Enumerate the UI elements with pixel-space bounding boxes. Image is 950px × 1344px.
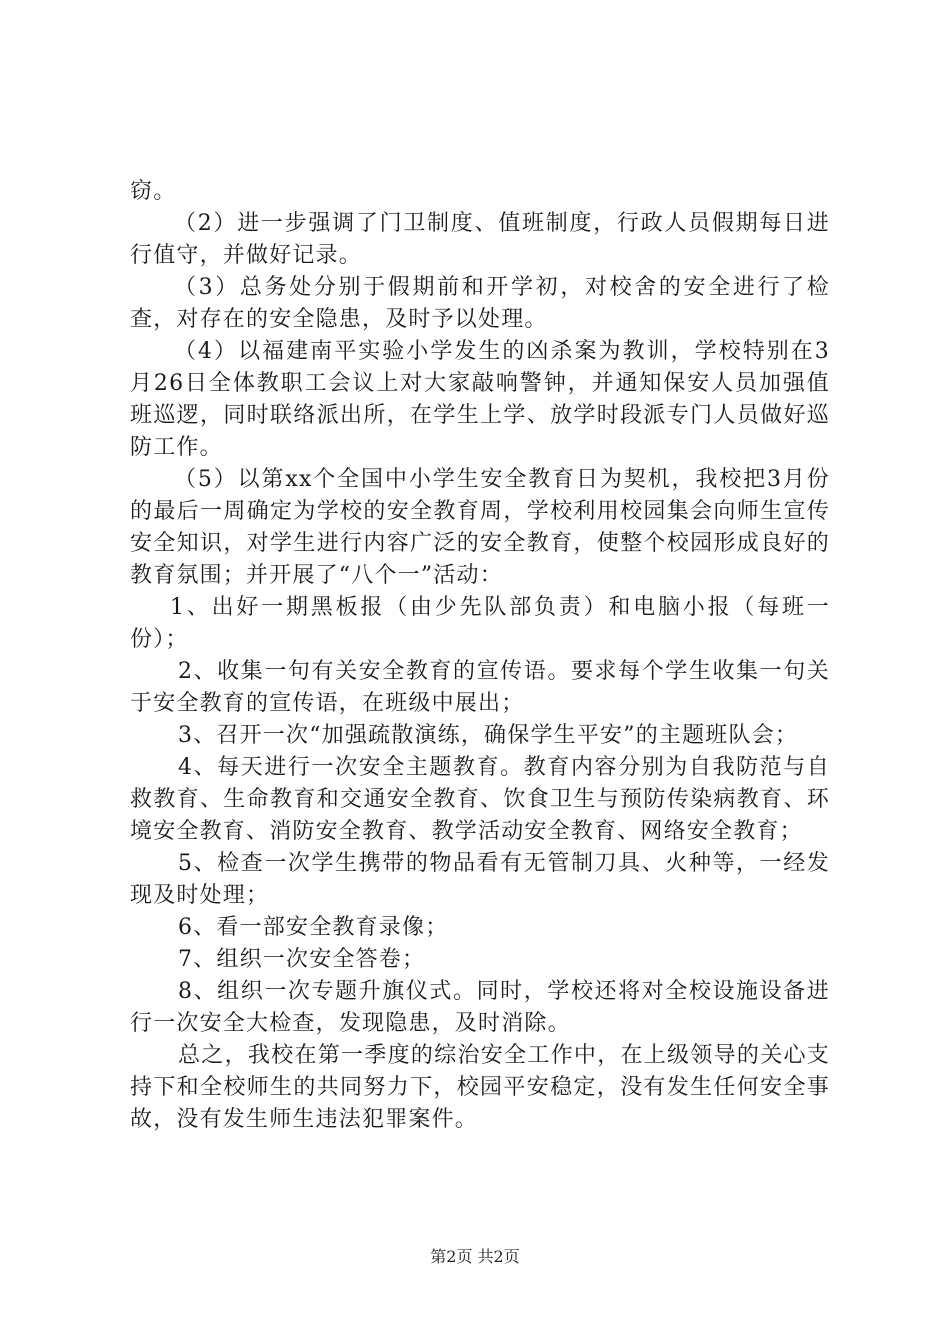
paragraph-summary: 总之，我校在第一季度的综治安全工作中，在上级领导的关心支持下和全校师生的共同努力下，校园平安稳定，没有发生任何安全事故，没有发生师生违法犯罪案件。 [130,1043,830,1132]
list-item-5: 5、检查一次学生携带的物品看有无管制刀具、火种等，一经发现及时处理； [130,851,830,908]
paragraph-continuation: 窃。 [130,179,177,204]
paragraph-item-5: （5）以第xx个全国中小学生安全教育日为契机，我校把3月份的最后一周确定为学校的安全教育周，学校利用校园集会向师生宣传安全知识，对学生进行内容广泛的安全教育，使整个校园形成良好的教育氛围；并开展了“八个一”活动： [130,467,830,588]
list-item-8: 8、组织一次专题升旗仪式。同时，学校还将对全校设施设备进行一次安全大检查，发现隐患，及时消除。 [130,979,830,1036]
list-item-3: 3、召开一次“加强疏散演练，确保学生平安”的主题班队会； [178,723,799,748]
list-item-6: 6、看一部安全教育录像； [178,915,449,940]
list-item-2: 2、收集一句有关安全教育的宣传语。要求每个学生收集一句关于安全教育的宣传语，在班级中展出； [130,659,830,716]
list-item-7: 7、组织一次安全答卷； [178,947,426,972]
page-footer: 第2页 共2页 [430,1247,520,1266]
document-body [130,176,830,1136]
list-item-1: 1、出好一期黑板报（由少先队部负责）和电脑小报（每班一份）； [130,595,830,652]
paragraph-item-2: （2）进一步强调了门卫制度、值班制度，行政人员假期每日进行值守，并做好记录。 [130,211,830,268]
paragraph-item-3: （3）总务处分别于假期前和开学初，对校舍的安全进行了检查，对存在的安全隐患，及时予以处理。 [130,275,830,332]
paragraph-item-4: （4）以福建南平实验小学发生的凶杀案为教训，学校特别在3月26日全体教职工会议上对大家敲响警钟，并通知保安人员加强值班巡逻，同时联络派出所，在学生上学、放学时段派专门人员做好巡防工作。 [130,339,830,460]
list-item-4: 4、每天进行一次安全主题教育。教育内容分别为自我防范与自救教育、生命教育和交通安全教育、饮食卫生与预防传染病教育、环境安全教育、消防安全教育、教学活动安全教育、网络安全教育； [130,755,830,844]
